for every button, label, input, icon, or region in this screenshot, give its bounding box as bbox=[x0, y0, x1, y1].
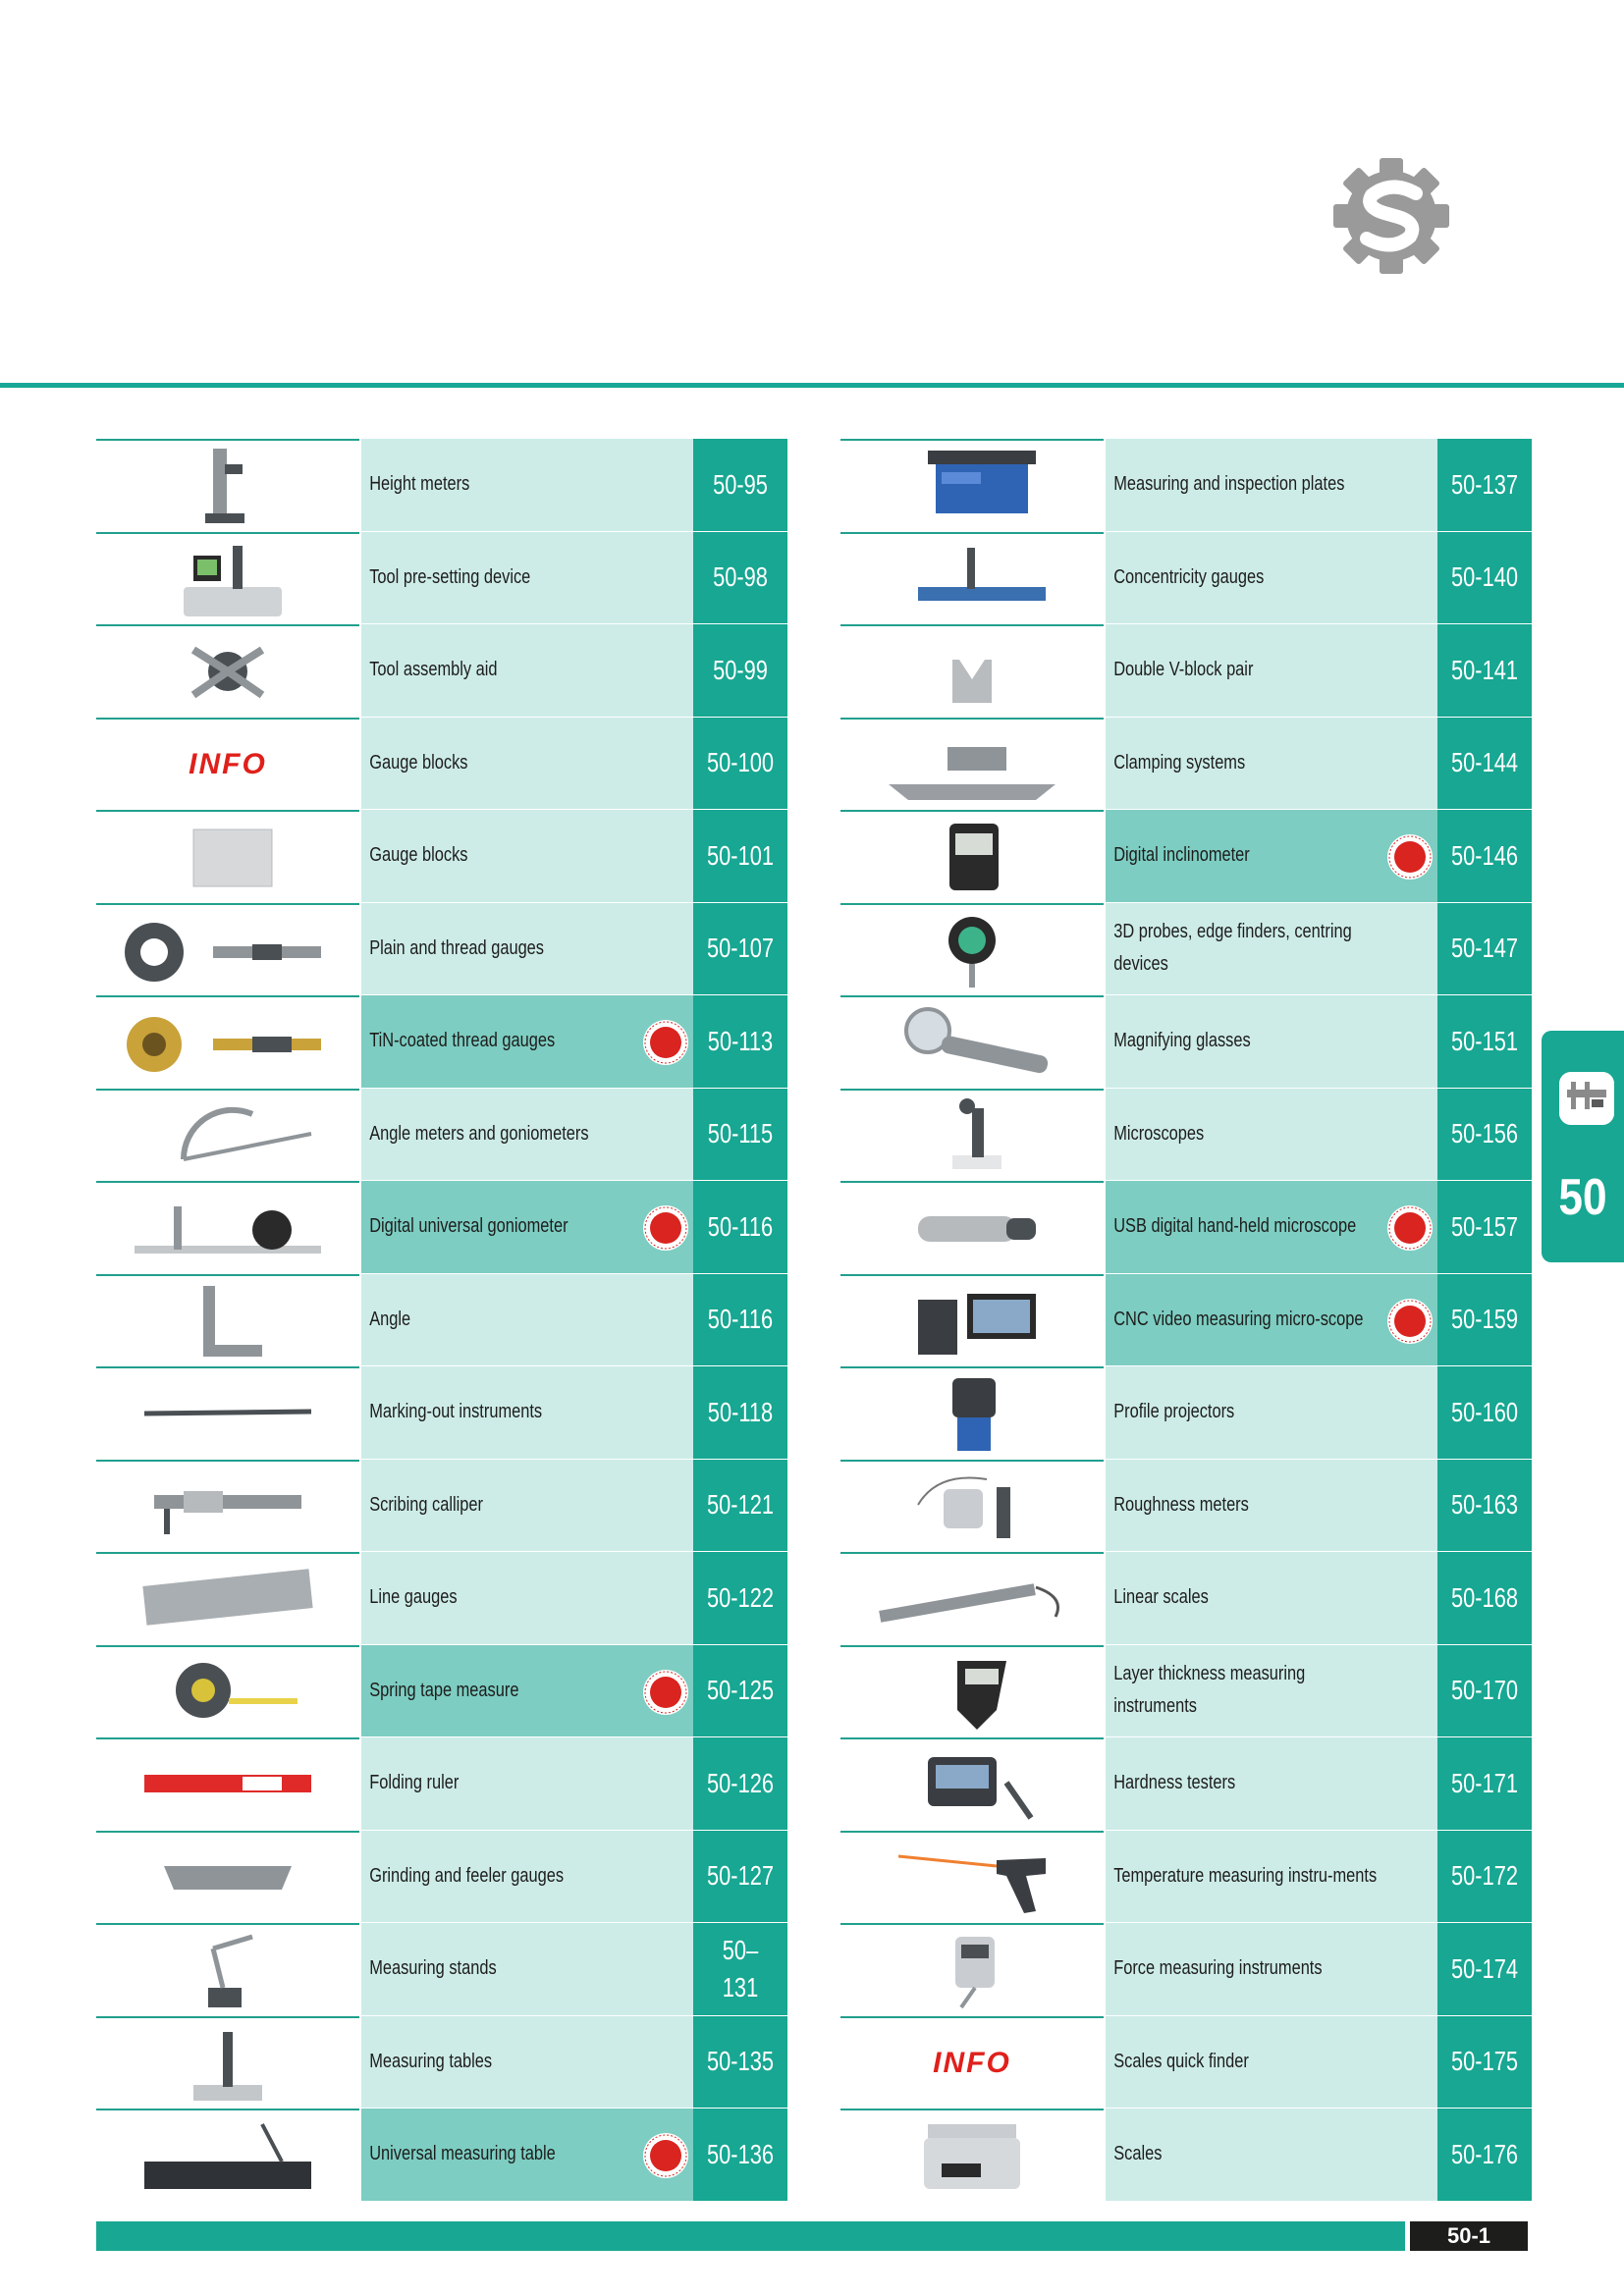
product-label: Angle meters and goniometers bbox=[369, 1122, 589, 1145]
index-row[interactable] bbox=[96, 903, 787, 996]
product-image bbox=[96, 2018, 359, 2109]
product-label-cell[interactable] bbox=[361, 810, 693, 903]
product-image bbox=[96, 997, 359, 1088]
product-label-cell[interactable] bbox=[1106, 2016, 1437, 2109]
page-reference: 50-126 bbox=[706, 1767, 775, 1798]
scriber-icon bbox=[115, 1372, 341, 1455]
index-row[interactable] bbox=[840, 1181, 1532, 1274]
footer-page-number: 50-1 bbox=[1410, 2221, 1528, 2251]
page-reference-cell[interactable] bbox=[693, 1089, 787, 1182]
product-label-cell[interactable] bbox=[361, 1923, 693, 2016]
product-label-cell[interactable] bbox=[1106, 810, 1437, 903]
page-reference: 50-113 bbox=[707, 1025, 774, 1056]
product-label-cell[interactable] bbox=[1106, 1460, 1437, 1553]
info-icon: INFO bbox=[189, 747, 267, 780]
page-reference-cell[interactable] bbox=[1437, 810, 1532, 903]
product-label: Grinding and feeler gauges bbox=[369, 1864, 565, 1887]
linear-scale-icon bbox=[859, 1558, 1085, 1640]
product-label-cell[interactable] bbox=[1106, 1831, 1437, 1924]
index-row[interactable] bbox=[840, 1737, 1532, 1831]
calliper-section-icon bbox=[1559, 1072, 1614, 1125]
product-label: Concentricity gauges bbox=[1113, 565, 1265, 588]
index-row[interactable] bbox=[96, 2109, 787, 2202]
index-row[interactable] bbox=[840, 439, 1532, 532]
page-reference: 50-122 bbox=[706, 1581, 775, 1613]
tape-measure-icon bbox=[115, 1651, 341, 1734]
product-image bbox=[840, 2018, 1104, 2109]
clamping-icon bbox=[859, 723, 1085, 806]
product-label: Digital inclinometer bbox=[1113, 844, 1250, 867]
page-reference: 50-174 bbox=[1450, 1952, 1519, 1984]
concentricity-icon bbox=[859, 538, 1085, 620]
product-label-cell[interactable] bbox=[1106, 1552, 1437, 1645]
page-reference-cell[interactable] bbox=[693, 1366, 787, 1460]
tool-presetter-icon bbox=[115, 538, 341, 620]
index-row[interactable] bbox=[840, 532, 1532, 625]
index-row[interactable] bbox=[840, 2109, 1532, 2202]
product-label: Linear scales bbox=[1113, 1586, 1209, 1609]
page-reference-cell[interactable] bbox=[1437, 1089, 1532, 1182]
product-label: Hardness testers bbox=[1113, 1772, 1236, 1794]
index-row[interactable] bbox=[96, 1831, 787, 1924]
measuring-stand-icon bbox=[115, 1929, 341, 2011]
product-image bbox=[96, 1554, 359, 1644]
product-label-cell[interactable] bbox=[1106, 1366, 1437, 1460]
product-image bbox=[96, 720, 359, 810]
product-label: Line gauges bbox=[369, 1586, 458, 1609]
product-label-cell[interactable] bbox=[361, 1274, 693, 1367]
new-badge-icon bbox=[642, 2132, 689, 2179]
index-row[interactable] bbox=[96, 532, 787, 625]
calliper-icon bbox=[115, 1466, 341, 1548]
page-reference-cell[interactable] bbox=[1437, 439, 1532, 532]
product-label-cell[interactable] bbox=[361, 1366, 693, 1460]
product-label: Layer thickness measuring instruments bbox=[1113, 1663, 1306, 1718]
product-image bbox=[840, 1925, 1104, 2015]
page-reference: 50-125 bbox=[706, 1675, 775, 1706]
product-label: Digital universal goniometer bbox=[369, 1215, 568, 1238]
page-reference-cell[interactable] bbox=[693, 995, 787, 1089]
index-row[interactable] bbox=[96, 810, 787, 903]
product-image bbox=[96, 1925, 359, 2015]
index-row[interactable] bbox=[96, 718, 787, 811]
index-row[interactable] bbox=[840, 903, 1532, 996]
inspection-plate-icon bbox=[859, 445, 1085, 527]
index-row[interactable] bbox=[840, 810, 1532, 903]
index-row[interactable] bbox=[96, 1923, 787, 2016]
product-label-cell[interactable] bbox=[1106, 532, 1437, 625]
page-reference-cell[interactable] bbox=[693, 439, 787, 532]
product-label-cell[interactable] bbox=[1106, 1089, 1437, 1182]
page-reference: 50-144 bbox=[1450, 747, 1519, 778]
product-label-cell[interactable] bbox=[361, 903, 693, 996]
folding-ruler-icon bbox=[115, 1743, 341, 1826]
page-reference: 50-156 bbox=[1450, 1118, 1519, 1149]
product-label-cell[interactable] bbox=[361, 624, 693, 718]
page-reference-cell[interactable] bbox=[1437, 995, 1532, 1089]
product-image bbox=[840, 626, 1104, 717]
page-reference-cell[interactable] bbox=[693, 1460, 787, 1553]
index-row[interactable] bbox=[96, 1552, 787, 1645]
product-label: Measuring tables bbox=[369, 2050, 493, 2072]
product-label: Clamping systems bbox=[1113, 751, 1246, 774]
page-reference-cell[interactable] bbox=[1437, 1274, 1532, 1367]
product-image bbox=[840, 1554, 1104, 1644]
index-row[interactable] bbox=[840, 1089, 1532, 1182]
product-label: Force measuring instruments bbox=[1113, 1957, 1323, 1980]
footer-bar bbox=[96, 2221, 1405, 2251]
v-block-icon bbox=[859, 630, 1085, 713]
gauge-block-icon bbox=[115, 816, 341, 898]
page-reference-cell[interactable] bbox=[693, 1274, 787, 1367]
right-index-column bbox=[840, 439, 1532, 2202]
page-reference: 50-101 bbox=[706, 839, 775, 871]
product-label: Measuring and inspection plates bbox=[1113, 473, 1345, 496]
digital-goniometer-icon bbox=[115, 1187, 341, 1269]
product-label-cell[interactable] bbox=[1106, 1274, 1437, 1367]
page-reference: 50-135 bbox=[706, 2046, 775, 2077]
page-reference: 50-157 bbox=[1450, 1210, 1519, 1242]
page-reference: 50-140 bbox=[1450, 561, 1519, 593]
index-row[interactable] bbox=[840, 1923, 1532, 2016]
magnifier-icon bbox=[859, 1001, 1085, 1084]
protractor-icon bbox=[115, 1095, 341, 1177]
product-image bbox=[840, 441, 1104, 531]
page-reference: 50-137 bbox=[1450, 468, 1519, 500]
index-row[interactable] bbox=[96, 1645, 787, 1738]
page-reference-cell[interactable] bbox=[1437, 1366, 1532, 1460]
product-label: Gauge blocks bbox=[369, 751, 468, 774]
product-label-cell[interactable] bbox=[361, 1181, 693, 1274]
product-image bbox=[840, 1183, 1104, 1273]
scale-icon bbox=[859, 2114, 1085, 2197]
product-image bbox=[96, 1647, 359, 1737]
product-label-cell[interactable] bbox=[1106, 995, 1437, 1089]
inclinometer-icon bbox=[859, 816, 1085, 898]
product-label-cell[interactable] bbox=[361, 2109, 693, 2202]
new-badge-icon bbox=[642, 1204, 689, 1252]
product-image bbox=[96, 534, 359, 624]
tool-assembly-icon bbox=[115, 630, 341, 713]
page-reference-cell[interactable] bbox=[693, 1181, 787, 1274]
page-reference: 50-107 bbox=[706, 933, 775, 964]
section-number: 50 bbox=[1558, 1169, 1607, 1226]
page-reference-cell[interactable] bbox=[1437, 1181, 1532, 1274]
product-label: Roughness meters bbox=[1113, 1493, 1249, 1516]
product-label-cell[interactable] bbox=[361, 1737, 693, 1831]
index-row[interactable] bbox=[96, 624, 787, 718]
page-reference: 50-98 bbox=[713, 561, 768, 593]
product-label: Temperature measuring instru-ments bbox=[1113, 1864, 1378, 1887]
page-reference-cell[interactable] bbox=[693, 2016, 787, 2109]
product-image bbox=[96, 1183, 359, 1273]
tin-gauge-icon bbox=[115, 1001, 341, 1084]
index-row[interactable] bbox=[840, 995, 1532, 1089]
page-reference: 50-116 bbox=[707, 1210, 774, 1242]
product-image bbox=[96, 1462, 359, 1552]
product-label: Spring tape measure bbox=[369, 1679, 519, 1701]
product-label-cell[interactable] bbox=[1106, 1923, 1437, 2016]
product-label-cell[interactable] bbox=[361, 718, 693, 811]
product-image bbox=[840, 1276, 1104, 1366]
product-label-cell[interactable] bbox=[361, 1460, 693, 1553]
product-label-cell[interactable] bbox=[361, 1645, 693, 1738]
product-label-cell[interactable] bbox=[361, 1089, 693, 1182]
product-image bbox=[96, 1739, 359, 1830]
page-reference-cell[interactable] bbox=[693, 718, 787, 811]
new-badge-icon bbox=[1386, 1298, 1434, 1345]
index-row[interactable] bbox=[96, 1460, 787, 1553]
page-reference-cell[interactable] bbox=[1437, 532, 1532, 625]
new-badge-icon bbox=[1386, 833, 1434, 881]
product-label: CNC video measuring micro-scope bbox=[1113, 1308, 1364, 1330]
page-reference: 50-99 bbox=[713, 654, 768, 685]
index-row[interactable] bbox=[96, 1274, 787, 1367]
left-index-column bbox=[96, 439, 787, 2202]
product-label-cell[interactable] bbox=[361, 2016, 693, 2109]
product-label: Scales quick finder bbox=[1113, 2050, 1249, 2072]
index-row[interactable] bbox=[840, 1645, 1532, 1738]
page-reference-cell[interactable] bbox=[693, 1552, 787, 1645]
product-label: Folding ruler bbox=[369, 1772, 460, 1794]
product-image bbox=[96, 1833, 359, 1923]
new-badge-icon bbox=[642, 1669, 689, 1716]
product-label-cell[interactable] bbox=[1106, 1737, 1437, 1831]
page-reference-cell[interactable] bbox=[1437, 1831, 1532, 1924]
page-reference-cell[interactable] bbox=[693, 624, 787, 718]
product-image bbox=[96, 2110, 359, 2201]
page-reference-cell[interactable] bbox=[693, 1737, 787, 1831]
page-reference: 50-146 bbox=[1450, 839, 1519, 871]
page-reference-cell[interactable] bbox=[1437, 1737, 1532, 1831]
page-reference: 50-147 bbox=[1450, 933, 1519, 964]
page-reference: 50-151 bbox=[1450, 1025, 1519, 1056]
thermometer-icon bbox=[859, 1837, 1085, 1919]
product-label: Microscopes bbox=[1113, 1122, 1205, 1145]
page-reference-cell[interactable] bbox=[693, 1923, 787, 2016]
product-image bbox=[96, 812, 359, 902]
index-row[interactable] bbox=[96, 2016, 787, 2109]
hardness-tester-icon bbox=[859, 1743, 1085, 1826]
product-label-cell[interactable] bbox=[361, 532, 693, 625]
microscope-icon bbox=[859, 1095, 1085, 1177]
page-reference: 50-170 bbox=[1450, 1675, 1519, 1706]
page-reference: 50-176 bbox=[1450, 2138, 1519, 2169]
product-image bbox=[840, 997, 1104, 1088]
page-reference-cell[interactable] bbox=[693, 532, 787, 625]
product-image bbox=[840, 905, 1104, 995]
ruler-icon bbox=[115, 1558, 341, 1640]
index-row[interactable] bbox=[96, 1737, 787, 1831]
page-reference-cell[interactable] bbox=[1437, 903, 1532, 996]
product-image bbox=[840, 1647, 1104, 1737]
index-row[interactable] bbox=[96, 995, 787, 1089]
ring-gauge-icon bbox=[115, 909, 341, 991]
page-reference: 50-116 bbox=[707, 1304, 774, 1335]
index-row[interactable] bbox=[96, 1181, 787, 1274]
index-row[interactable] bbox=[840, 624, 1532, 718]
index-row[interactable] bbox=[840, 1274, 1532, 1367]
page-reference: 50-118 bbox=[707, 1396, 774, 1427]
product-image bbox=[96, 626, 359, 717]
usb-microscope-icon bbox=[859, 1187, 1085, 1269]
product-image bbox=[96, 905, 359, 995]
page-reference: 50-168 bbox=[1450, 1581, 1519, 1613]
page-reference: 50-163 bbox=[1450, 1489, 1519, 1521]
product-image bbox=[840, 1368, 1104, 1459]
page-reference: 50-95 bbox=[713, 468, 768, 500]
index-row[interactable] bbox=[96, 439, 787, 532]
page-reference-cell[interactable] bbox=[1437, 1552, 1532, 1645]
page-reference: 50-141 bbox=[1450, 654, 1519, 685]
page-reference-cell[interactable] bbox=[1437, 624, 1532, 718]
product-label-cell[interactable] bbox=[1106, 1645, 1437, 1738]
product-image bbox=[96, 1368, 359, 1459]
page-reference-cell[interactable] bbox=[1437, 1460, 1532, 1553]
page-reference: 50-171 bbox=[1450, 1767, 1519, 1798]
page-reference: 50-100 bbox=[706, 747, 775, 778]
product-label-cell[interactable] bbox=[361, 995, 693, 1089]
product-label: Plain and thread gauges bbox=[369, 936, 545, 959]
universal-table-icon bbox=[115, 2114, 341, 2197]
probe-icon bbox=[859, 909, 1085, 991]
product-label: Tool assembly aid bbox=[369, 659, 498, 681]
brand-gear-logo-icon bbox=[1327, 152, 1455, 280]
product-label: Marking-out instruments bbox=[369, 1401, 543, 1423]
video-microscope-icon bbox=[859, 1280, 1085, 1362]
index-row[interactable] bbox=[840, 1460, 1532, 1553]
product-label-cell[interactable] bbox=[361, 439, 693, 532]
force-gauge-icon bbox=[859, 1929, 1085, 2011]
product-label: 3D probes, edge finders, centring devices bbox=[1113, 921, 1352, 976]
product-label: Universal measuring table bbox=[369, 2143, 556, 2165]
square-icon bbox=[115, 1280, 341, 1362]
roughness-meter-icon bbox=[859, 1466, 1085, 1548]
measuring-table-icon bbox=[115, 2022, 341, 2105]
product-label-cell[interactable] bbox=[1106, 624, 1437, 718]
product-label: Scales bbox=[1113, 2143, 1163, 2165]
page-reference: 50-172 bbox=[1450, 1860, 1519, 1892]
product-label: Height meters bbox=[369, 473, 470, 496]
index-row[interactable] bbox=[840, 1366, 1532, 1460]
page-reference-cell[interactable] bbox=[1437, 1645, 1532, 1738]
profile-projector-icon bbox=[859, 1372, 1085, 1455]
page-reference: 50-160 bbox=[1450, 1396, 1519, 1427]
header-rule bbox=[0, 383, 1624, 388]
product-label: Magnifying glasses bbox=[1113, 1030, 1251, 1052]
product-image bbox=[840, 1462, 1104, 1552]
feeler-gauge-icon bbox=[115, 1837, 341, 1919]
info-icon: INFO bbox=[933, 2046, 1011, 2079]
product-image bbox=[840, 2110, 1104, 2201]
product-label: Scribing calliper bbox=[369, 1493, 483, 1516]
product-label: Angle bbox=[369, 1308, 411, 1330]
new-badge-icon bbox=[642, 1019, 689, 1066]
index-row[interactable] bbox=[96, 1366, 787, 1460]
new-badge-icon bbox=[1386, 1204, 1434, 1252]
product-image bbox=[840, 1091, 1104, 1181]
product-image bbox=[840, 534, 1104, 624]
page-reference-cell[interactable] bbox=[1437, 718, 1532, 811]
product-label-cell[interactable] bbox=[361, 1552, 693, 1645]
index-row[interactable] bbox=[96, 1089, 787, 1182]
product-label-cell[interactable] bbox=[361, 1831, 693, 1924]
index-row[interactable] bbox=[840, 1831, 1532, 1924]
page-reference-cell[interactable] bbox=[693, 1645, 787, 1738]
index-row[interactable] bbox=[840, 1552, 1532, 1645]
product-label-cell[interactable] bbox=[1106, 439, 1437, 532]
page-reference: 50-136 bbox=[706, 2138, 775, 2169]
thickness-gauge-icon bbox=[859, 1651, 1085, 1734]
page-reference-cell[interactable] bbox=[1437, 1923, 1532, 2016]
product-label-cell[interactable] bbox=[1106, 1181, 1437, 1274]
page-reference-cell[interactable] bbox=[693, 2109, 787, 2202]
product-image bbox=[840, 720, 1104, 810]
product-image bbox=[96, 1276, 359, 1366]
product-label-cell[interactable] bbox=[1106, 903, 1437, 996]
product-label: Gauge blocks bbox=[369, 844, 468, 867]
product-label-cell[interactable] bbox=[1106, 2109, 1437, 2202]
page-reference: 50-159 bbox=[1450, 1304, 1519, 1335]
product-label: TiN-coated thread gauges bbox=[369, 1030, 556, 1052]
page-reference-cell[interactable] bbox=[693, 1831, 787, 1924]
page-reference-cell[interactable] bbox=[693, 903, 787, 996]
page-reference-cell[interactable] bbox=[1437, 2016, 1532, 2109]
index-row[interactable] bbox=[840, 2016, 1532, 2109]
page-reference: 50-115 bbox=[707, 1118, 774, 1149]
height-meter-icon bbox=[115, 445, 341, 527]
product-label: Tool pre-setting device bbox=[369, 565, 531, 588]
page-reference: 50-175 bbox=[1450, 2046, 1519, 2077]
product-image bbox=[840, 1833, 1104, 1923]
product-label: Profile projectors bbox=[1113, 1401, 1235, 1423]
page-reference-cell[interactable] bbox=[1437, 2109, 1532, 2202]
index-row[interactable] bbox=[840, 718, 1532, 811]
product-image bbox=[840, 812, 1104, 902]
page-reference: 50-121 bbox=[706, 1489, 775, 1521]
product-label: USB digital hand-held microscope bbox=[1113, 1215, 1357, 1238]
product-label: Double V-block pair bbox=[1113, 659, 1254, 681]
product-image bbox=[96, 441, 359, 531]
page-reference: 50-127 bbox=[706, 1860, 775, 1892]
product-image bbox=[840, 1739, 1104, 1830]
product-label-cell[interactable] bbox=[1106, 718, 1437, 811]
product-image bbox=[96, 1091, 359, 1181]
section-tab[interactable] bbox=[1542, 1031, 1624, 1262]
product-label: Measuring stands bbox=[369, 1957, 497, 1980]
page-reference-cell[interactable] bbox=[693, 810, 787, 903]
page-reference: 50–131 bbox=[722, 1934, 759, 2002]
